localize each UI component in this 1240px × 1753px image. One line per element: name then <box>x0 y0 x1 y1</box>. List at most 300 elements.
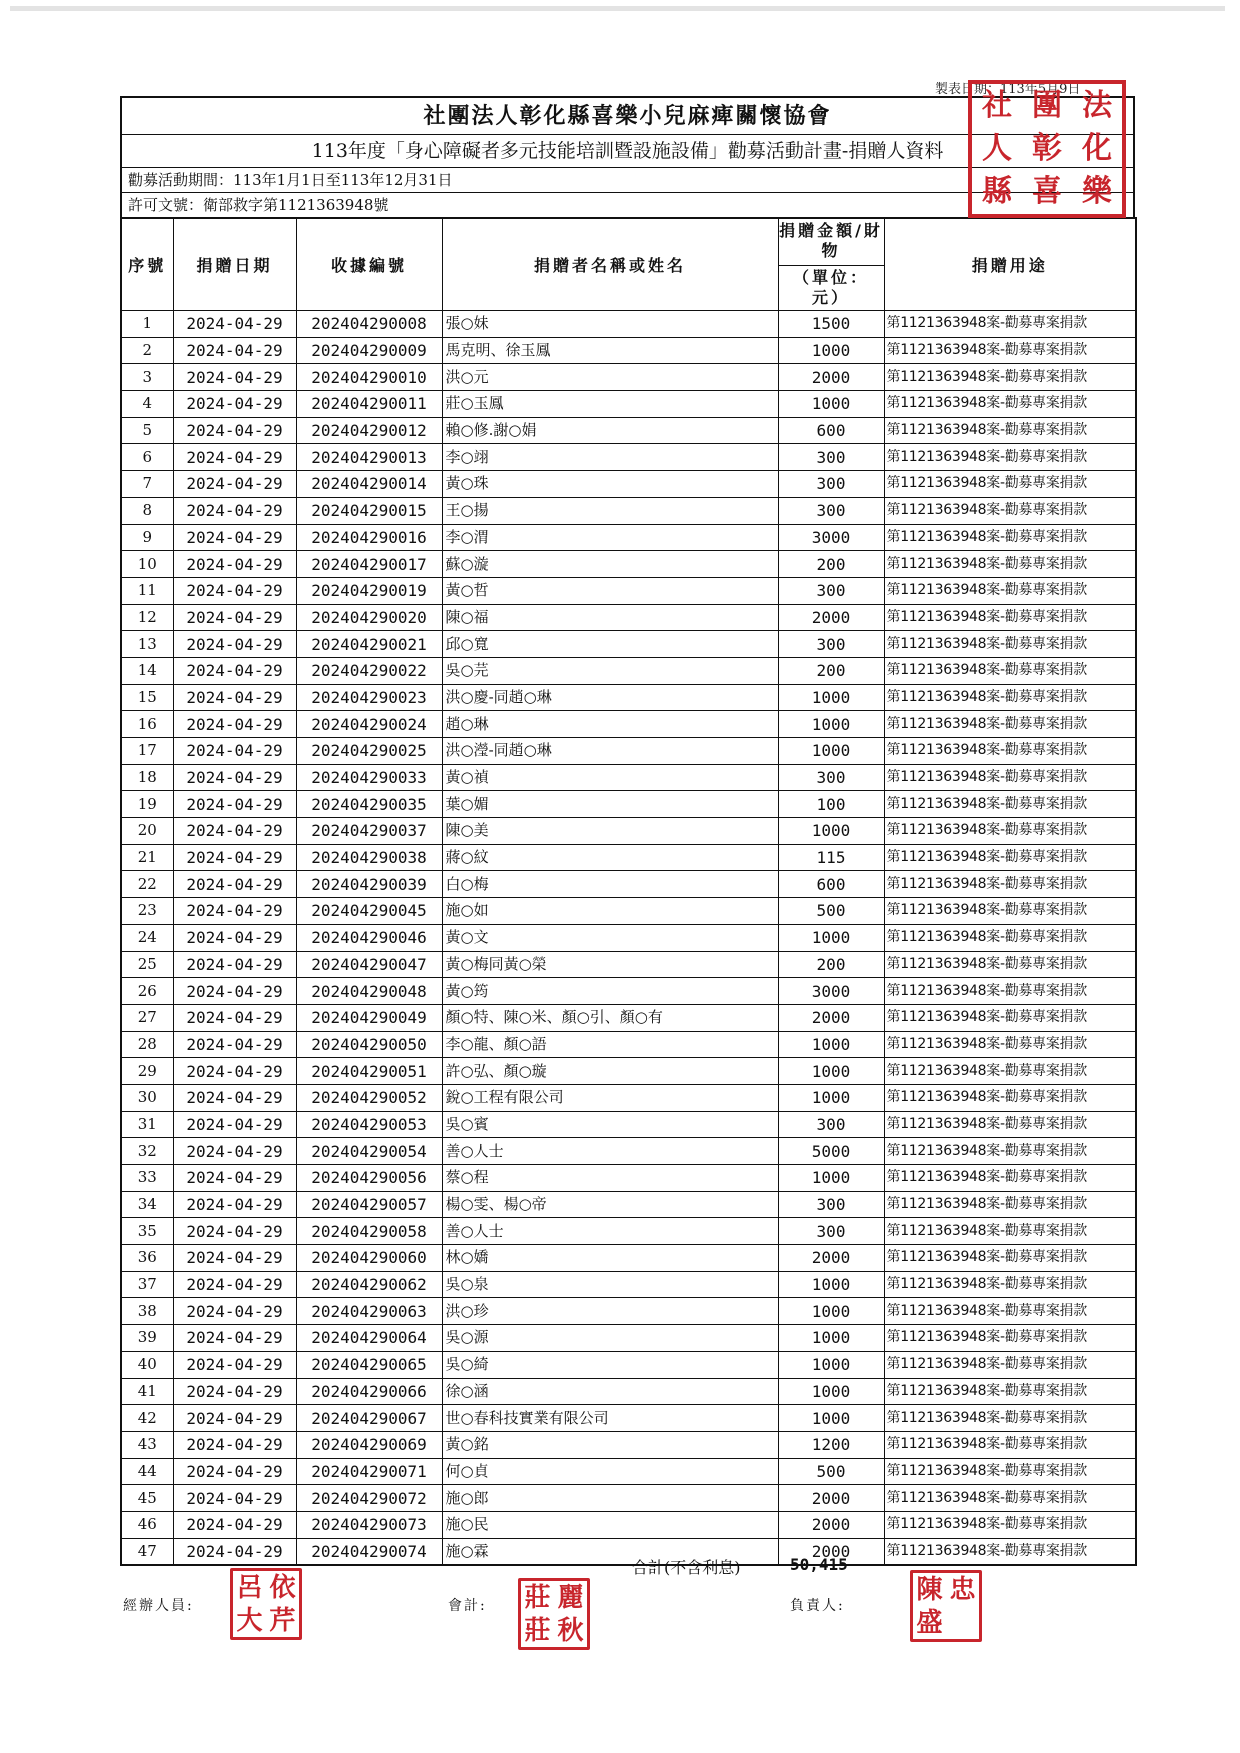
table-row <box>121 497 1136 524</box>
cell-usage: 第1121363948案-勸募專案捐款 <box>884 1511 1136 1538</box>
cell-amount: 2000 <box>778 1538 884 1565</box>
cell-receipt: 202404290072 <box>296 1485 442 1512</box>
cell-date: 2024-04-29 <box>173 1538 296 1565</box>
cell-usage: 第1121363948案-勸募專案捐款 <box>884 364 1136 391</box>
cell-no: 29 <box>121 1058 173 1085</box>
cell-receipt: 202404290019 <box>296 577 442 604</box>
cell-receipt: 202404290024 <box>296 711 442 738</box>
cell-name: 洪○珍 <box>442 1298 778 1325</box>
table-row <box>121 1165 1136 1192</box>
cell-usage: 第1121363948案-勸募專案捐款 <box>884 551 1136 578</box>
cell-amount: 300 <box>778 577 884 604</box>
cell-usage: 第1121363948案-勸募專案捐款 <box>884 951 1136 978</box>
cell-no: 39 <box>121 1325 173 1352</box>
cell-usage: 第1121363948案-勸募專案捐款 <box>884 1245 1136 1272</box>
cell-no: 15 <box>121 684 173 711</box>
cell-receipt: 202404290060 <box>296 1245 442 1272</box>
cell-no: 13 <box>121 631 173 658</box>
cell-date: 2024-04-29 <box>173 1004 296 1031</box>
table-row <box>121 1431 1136 1458</box>
cell-receipt: 202404290062 <box>296 1271 442 1298</box>
cell-usage: 第1121363948案-勸募專案捐款 <box>884 764 1136 791</box>
cell-receipt: 202404290014 <box>296 471 442 498</box>
cell-amount: 1000 <box>778 1378 884 1405</box>
cell-receipt: 202404290009 <box>296 337 442 364</box>
cell-no: 40 <box>121 1351 173 1378</box>
table-row <box>121 337 1136 364</box>
cell-receipt: 202404290046 <box>296 924 442 951</box>
cell-receipt: 202404290033 <box>296 764 442 791</box>
table-row <box>121 951 1136 978</box>
cell-name: 洪○元 <box>442 364 778 391</box>
table-row <box>121 551 1136 578</box>
cell-name: 林○嬌 <box>442 1245 778 1272</box>
cell-no: 34 <box>121 1191 173 1218</box>
cell-name: 黃○禎 <box>442 764 778 791</box>
cell-date: 2024-04-29 <box>173 1058 296 1085</box>
cell-date: 2024-04-29 <box>173 604 296 631</box>
cell-usage: 第1121363948案-勸募專案捐款 <box>884 524 1136 551</box>
table-row <box>121 711 1136 738</box>
cell-name: 黃○珠 <box>442 471 778 498</box>
cell-usage: 第1121363948案-勸募專案捐款 <box>884 1378 1136 1405</box>
cell-usage: 第1121363948案-勸募專案捐款 <box>884 657 1136 684</box>
cell-receipt: 202404290017 <box>296 551 442 578</box>
cell-no: 1 <box>121 311 173 338</box>
cell-no: 7 <box>121 471 173 498</box>
cell-receipt: 202404290025 <box>296 738 442 765</box>
cell-usage: 第1121363948案-勸募專案捐款 <box>884 1084 1136 1111</box>
cell-usage: 第1121363948案-勸募專案捐款 <box>884 1271 1136 1298</box>
cell-receipt: 202404290069 <box>296 1431 442 1458</box>
cell-receipt: 202404290023 <box>296 684 442 711</box>
table-row <box>121 444 1136 471</box>
cell-amount: 600 <box>778 417 884 444</box>
cell-no: 21 <box>121 844 173 871</box>
seal-char: 呂 <box>236 1572 263 1603</box>
cell-date: 2024-04-29 <box>173 337 296 364</box>
cell-receipt: 202404290047 <box>296 951 442 978</box>
cell-date: 2024-04-29 <box>173 551 296 578</box>
permit-number: 許可文號：衛部救字第1121363948號 <box>120 192 1135 217</box>
cell-receipt: 202404290048 <box>296 978 442 1005</box>
cell-amount: 100 <box>778 791 884 818</box>
handler-seal <box>230 1568 302 1640</box>
cell-name: 施○霖 <box>442 1538 778 1565</box>
seal-char: 團 <box>1032 87 1062 123</box>
cell-name: 黃○哲 <box>442 577 778 604</box>
cell-date: 2024-04-29 <box>173 978 296 1005</box>
cell-no: 27 <box>121 1004 173 1031</box>
cell-usage: 第1121363948案-勸募專案捐款 <box>884 738 1136 765</box>
table-row <box>121 844 1136 871</box>
table-row <box>121 1378 1136 1405</box>
cell-date: 2024-04-29 <box>173 391 296 418</box>
cell-no: 32 <box>121 1138 173 1165</box>
table-row <box>121 604 1136 631</box>
cell-usage: 第1121363948案-勸募專案捐款 <box>884 711 1136 738</box>
cell-date: 2024-04-29 <box>173 764 296 791</box>
cell-date: 2024-04-29 <box>173 818 296 845</box>
cell-name: 李○渭 <box>442 524 778 551</box>
cell-date: 2024-04-29 <box>173 1325 296 1352</box>
cell-no: 11 <box>121 577 173 604</box>
cell-usage: 第1121363948案-勸募專案捐款 <box>884 1485 1136 1512</box>
cell-amount: 2000 <box>778 1511 884 1538</box>
cell-no: 19 <box>121 791 173 818</box>
seal-char: 麗 <box>557 1582 584 1613</box>
cell-name: 馬克明、徐玉鳳 <box>442 337 778 364</box>
seal-char: 縣 <box>982 174 1012 210</box>
cell-no: 18 <box>121 764 173 791</box>
cell-amount: 1000 <box>778 818 884 845</box>
cell-amount: 2000 <box>778 1485 884 1512</box>
cell-usage: 第1121363948案-勸募專案捐款 <box>884 1138 1136 1165</box>
cell-date: 2024-04-29 <box>173 1218 296 1245</box>
table-row <box>121 1298 1136 1325</box>
cell-usage: 第1121363948案-勸募專案捐款 <box>884 1031 1136 1058</box>
cell-amount: 1000 <box>778 1084 884 1111</box>
cell-no: 14 <box>121 657 173 684</box>
cell-receipt: 202404290015 <box>296 497 442 524</box>
cell-no: 3 <box>121 364 173 391</box>
cell-receipt: 202404290008 <box>296 311 442 338</box>
table-row <box>121 1191 1136 1218</box>
cell-date: 2024-04-29 <box>173 1485 296 1512</box>
table-row <box>121 1271 1136 1298</box>
cell-amount: 500 <box>778 1458 884 1485</box>
cell-receipt: 202404290053 <box>296 1111 442 1138</box>
table-row <box>121 471 1136 498</box>
table-row <box>121 871 1136 898</box>
cell-name: 李○龍、顏○語 <box>442 1031 778 1058</box>
cell-date: 2024-04-29 <box>173 924 296 951</box>
cell-amount: 1000 <box>778 738 884 765</box>
cell-name: 黃○銘 <box>442 1431 778 1458</box>
cell-usage: 第1121363948案-勸募專案捐款 <box>884 417 1136 444</box>
cell-amount: 3000 <box>778 978 884 1005</box>
table-row <box>121 1405 1136 1432</box>
cell-no: 25 <box>121 951 173 978</box>
cell-name: 黃○筠 <box>442 978 778 1005</box>
cell-amount: 5000 <box>778 1138 884 1165</box>
cell-date: 2024-04-29 <box>173 1298 296 1325</box>
org-seal <box>968 80 1126 218</box>
cell-date: 2024-04-29 <box>173 1405 296 1432</box>
cell-date: 2024-04-29 <box>173 871 296 898</box>
table-row <box>121 1004 1136 1031</box>
cell-name: 徐○涵 <box>442 1378 778 1405</box>
cell-usage: 第1121363948案-勸募專案捐款 <box>884 1111 1136 1138</box>
cell-usage: 第1121363948案-勸募專案捐款 <box>884 1405 1136 1432</box>
col-header-receipt: 收據編號 <box>296 218 442 311</box>
cell-amount: 1000 <box>778 1325 884 1352</box>
seal-char: 人 <box>982 130 1012 166</box>
table-row <box>121 1325 1136 1352</box>
seal-char: 陳 <box>916 1574 943 1605</box>
table-row <box>121 311 1136 338</box>
cell-name: 張○妹 <box>442 311 778 338</box>
cell-amount: 1000 <box>778 1351 884 1378</box>
scan-top-border <box>10 6 1225 11</box>
cell-receipt: 202404290064 <box>296 1325 442 1352</box>
cell-name: 吳○芫 <box>442 657 778 684</box>
cell-usage: 第1121363948案-勸募專案捐款 <box>884 1325 1136 1352</box>
cell-amount: 200 <box>778 951 884 978</box>
cell-name: 葉○媚 <box>442 791 778 818</box>
cell-name: 許○弘、顏○璇 <box>442 1058 778 1085</box>
cell-usage: 第1121363948案-勸募專案捐款 <box>884 311 1136 338</box>
cell-name: 陳○福 <box>442 604 778 631</box>
cell-receipt: 202404290012 <box>296 417 442 444</box>
cell-no: 20 <box>121 818 173 845</box>
seal-char: 莊 <box>524 1615 551 1646</box>
cell-receipt: 202404290039 <box>296 871 442 898</box>
cell-name: 吳○賓 <box>442 1111 778 1138</box>
seal-char: 依 <box>269 1572 296 1603</box>
cell-no: 12 <box>121 604 173 631</box>
cell-no: 44 <box>121 1458 173 1485</box>
cell-usage: 第1121363948案-勸募專案捐款 <box>884 391 1136 418</box>
handler-label: 經辦人員: <box>123 1598 194 1614</box>
campaign-period: 勸募活動期間：113年1月1日至113年12月31日 <box>120 167 1135 192</box>
cell-usage: 第1121363948案-勸募專案捐款 <box>884 791 1136 818</box>
cell-date: 2024-04-29 <box>173 738 296 765</box>
cell-usage: 第1121363948案-勸募專案捐款 <box>884 898 1136 925</box>
cell-amount: 1000 <box>778 337 884 364</box>
cell-receipt: 202404290038 <box>296 844 442 871</box>
cell-date: 2024-04-29 <box>173 1511 296 1538</box>
cell-amount: 1000 <box>778 684 884 711</box>
cell-amount: 300 <box>778 497 884 524</box>
seal-char: 大 <box>236 1605 263 1636</box>
cell-no: 6 <box>121 444 173 471</box>
seal-char: 莊 <box>524 1582 551 1613</box>
cell-usage: 第1121363948案-勸募專案捐款 <box>884 1191 1136 1218</box>
cell-receipt: 202404290037 <box>296 818 442 845</box>
cell-no: 26 <box>121 978 173 1005</box>
made-date: 製表日期：113年5月9日 <box>935 82 1081 97</box>
cell-receipt: 202404290021 <box>296 631 442 658</box>
cell-no: 9 <box>121 524 173 551</box>
cell-usage: 第1121363948案-勸募專案捐款 <box>884 818 1136 845</box>
cell-name: 蘇○漩 <box>442 551 778 578</box>
cell-amount: 1200 <box>778 1431 884 1458</box>
cell-name: 善○人士 <box>442 1138 778 1165</box>
cell-date: 2024-04-29 <box>173 311 296 338</box>
seal-char: 喜 <box>1032 174 1062 210</box>
cell-receipt: 202404290049 <box>296 1004 442 1031</box>
cell-no: 24 <box>121 924 173 951</box>
table-row <box>121 684 1136 711</box>
cell-amount: 300 <box>778 1111 884 1138</box>
cell-no: 38 <box>121 1298 173 1325</box>
cell-name: 李○翊 <box>442 444 778 471</box>
cell-name: 銳○工程有限公司 <box>442 1084 778 1111</box>
cell-receipt: 202404290016 <box>296 524 442 551</box>
cell-name: 洪○慶-同趙○琳 <box>442 684 778 711</box>
cell-usage: 第1121363948案-勸募專案捐款 <box>884 497 1136 524</box>
cell-amount: 1000 <box>778 1271 884 1298</box>
col-header-usage: 捐贈用途 <box>884 218 1136 311</box>
table-row <box>121 791 1136 818</box>
table-row <box>121 818 1136 845</box>
cell-usage: 第1121363948案-勸募專案捐款 <box>884 337 1136 364</box>
cell-name: 楊○雯、楊○帝 <box>442 1191 778 1218</box>
manager-label: 負責人: <box>790 1598 845 1614</box>
cell-date: 2024-04-29 <box>173 1458 296 1485</box>
org-title: 社團法人彰化縣喜樂小兒麻痺關懷協會 <box>120 96 1135 134</box>
cell-no: 28 <box>121 1031 173 1058</box>
donor-rows <box>121 311 1136 1566</box>
seal-char: 彰 <box>1032 130 1062 166</box>
cell-date: 2024-04-29 <box>173 657 296 684</box>
cell-date: 2024-04-29 <box>173 444 296 471</box>
cell-receipt: 202404290010 <box>296 364 442 391</box>
cell-no: 41 <box>121 1378 173 1405</box>
cell-receipt: 202404290056 <box>296 1165 442 1192</box>
cell-amount: 2000 <box>778 1245 884 1272</box>
seal-char: 芹 <box>269 1605 296 1636</box>
cell-usage: 第1121363948案-勸募專案捐款 <box>884 1431 1136 1458</box>
table-row <box>121 577 1136 604</box>
cell-name: 蔡○程 <box>442 1165 778 1192</box>
cell-usage: 第1121363948案-勸募專案捐款 <box>884 978 1136 1005</box>
cell-usage: 第1121363948案-勸募專案捐款 <box>884 1458 1136 1485</box>
cell-receipt: 202404290054 <box>296 1138 442 1165</box>
cell-amount: 600 <box>778 871 884 898</box>
donor-report <box>120 96 1135 1566</box>
cell-usage: 第1121363948案-勸募專案捐款 <box>884 1298 1136 1325</box>
cell-date: 2024-04-29 <box>173 364 296 391</box>
cell-date: 2024-04-29 <box>173 1271 296 1298</box>
cell-no: 37 <box>121 1271 173 1298</box>
cell-no: 46 <box>121 1511 173 1538</box>
total-value: 50,415 <box>790 1555 848 1574</box>
table-row <box>121 764 1136 791</box>
table-row <box>121 738 1136 765</box>
cell-date: 2024-04-29 <box>173 1084 296 1111</box>
cell-usage: 第1121363948案-勸募專案捐款 <box>884 844 1136 871</box>
cell-no: 45 <box>121 1485 173 1512</box>
cell-name: 何○貞 <box>442 1458 778 1485</box>
cell-no: 8 <box>121 497 173 524</box>
cell-amount: 300 <box>778 631 884 658</box>
report-subtitle: 113年度「身心障礙者多元技能培訓暨設施設備」勸募活動計畫-捐贈人資料 <box>120 134 1135 167</box>
cell-name: 顏○特、陳○米、顏○引、顏○有 <box>442 1004 778 1031</box>
seal-char: 秋 <box>557 1615 584 1646</box>
cell-date: 2024-04-29 <box>173 844 296 871</box>
cell-receipt: 202404290013 <box>296 444 442 471</box>
table-row <box>121 1538 1136 1565</box>
cell-receipt: 202404290063 <box>296 1298 442 1325</box>
cell-date: 2024-04-29 <box>173 1138 296 1165</box>
cell-date: 2024-04-29 <box>173 898 296 925</box>
cell-usage: 第1121363948案-勸募專案捐款 <box>884 1058 1136 1085</box>
cell-amount: 2000 <box>778 1004 884 1031</box>
cell-name: 莊○玉鳳 <box>442 391 778 418</box>
cell-name: 邱○寬 <box>442 631 778 658</box>
cell-receipt: 202404290022 <box>296 657 442 684</box>
amount-header-line2: 物 <box>821 241 841 260</box>
cell-usage: 第1121363948案-勸募專案捐款 <box>884 1351 1136 1378</box>
cell-usage: 第1121363948案-勸募專案捐款 <box>884 471 1136 498</box>
cell-amount: 2000 <box>778 604 884 631</box>
table-row <box>121 631 1136 658</box>
cell-amount: 200 <box>778 657 884 684</box>
table-row <box>121 391 1136 418</box>
cell-usage: 第1121363948案-勸募專案捐款 <box>884 631 1136 658</box>
cell-receipt: 202404290073 <box>296 1511 442 1538</box>
cell-date: 2024-04-29 <box>173 1245 296 1272</box>
table-row <box>121 1245 1136 1272</box>
cell-amount: 300 <box>778 1218 884 1245</box>
cell-date: 2024-04-29 <box>173 1031 296 1058</box>
cell-receipt: 202404290058 <box>296 1218 442 1245</box>
table-row <box>121 1111 1136 1138</box>
total-label: 合計(不含利息) <box>632 1558 741 1577</box>
cell-no: 22 <box>121 871 173 898</box>
cell-name: 世○春科技實業有限公司 <box>442 1405 778 1432</box>
cell-no: 30 <box>121 1084 173 1111</box>
cell-no: 35 <box>121 1218 173 1245</box>
seal-char: 法 <box>1082 87 1112 123</box>
cell-receipt: 202404290074 <box>296 1538 442 1565</box>
cell-name: 施○民 <box>442 1511 778 1538</box>
cell-no: 47 <box>121 1538 173 1565</box>
cell-receipt: 202404290071 <box>296 1458 442 1485</box>
cell-amount: 1000 <box>778 391 884 418</box>
cell-name: 黃○文 <box>442 924 778 951</box>
accountant-label: 會計: <box>448 1598 487 1614</box>
cell-no: 31 <box>121 1111 173 1138</box>
cell-name: 王○揚 <box>442 497 778 524</box>
seal-char: 社 <box>982 87 1012 123</box>
cell-receipt: 202404290057 <box>296 1191 442 1218</box>
table-row <box>121 1138 1136 1165</box>
table-row <box>121 1351 1136 1378</box>
cell-usage: 第1121363948案-勸募專案捐款 <box>884 604 1136 631</box>
cell-receipt: 202404290011 <box>296 391 442 418</box>
cell-amount: 300 <box>778 1191 884 1218</box>
cell-receipt: 202404290050 <box>296 1031 442 1058</box>
cell-date: 2024-04-29 <box>173 711 296 738</box>
cell-no: 17 <box>121 738 173 765</box>
cell-usage: 第1121363948案-勸募專案捐款 <box>884 1218 1136 1245</box>
cell-name: 賴○修.謝○娟 <box>442 417 778 444</box>
table-row <box>121 364 1136 391</box>
cell-amount: 1000 <box>778 1298 884 1325</box>
cell-date: 2024-04-29 <box>173 684 296 711</box>
cell-amount: 1000 <box>778 711 884 738</box>
cell-date: 2024-04-29 <box>173 1378 296 1405</box>
cell-amount: 200 <box>778 551 884 578</box>
col-header-no: 序號 <box>121 218 173 311</box>
cell-name: 黃○梅同黃○榮 <box>442 951 778 978</box>
cell-date: 2024-04-29 <box>173 1165 296 1192</box>
cell-amount: 500 <box>778 898 884 925</box>
cell-no: 36 <box>121 1245 173 1272</box>
donor-table <box>120 217 1137 1566</box>
cell-date: 2024-04-29 <box>173 951 296 978</box>
table-row <box>121 978 1136 1005</box>
cell-no: 43 <box>121 1431 173 1458</box>
col-header-amount <box>778 218 884 311</box>
cell-amount: 1000 <box>778 1031 884 1058</box>
cell-no: 2 <box>121 337 173 364</box>
cell-no: 10 <box>121 551 173 578</box>
cell-date: 2024-04-29 <box>173 631 296 658</box>
